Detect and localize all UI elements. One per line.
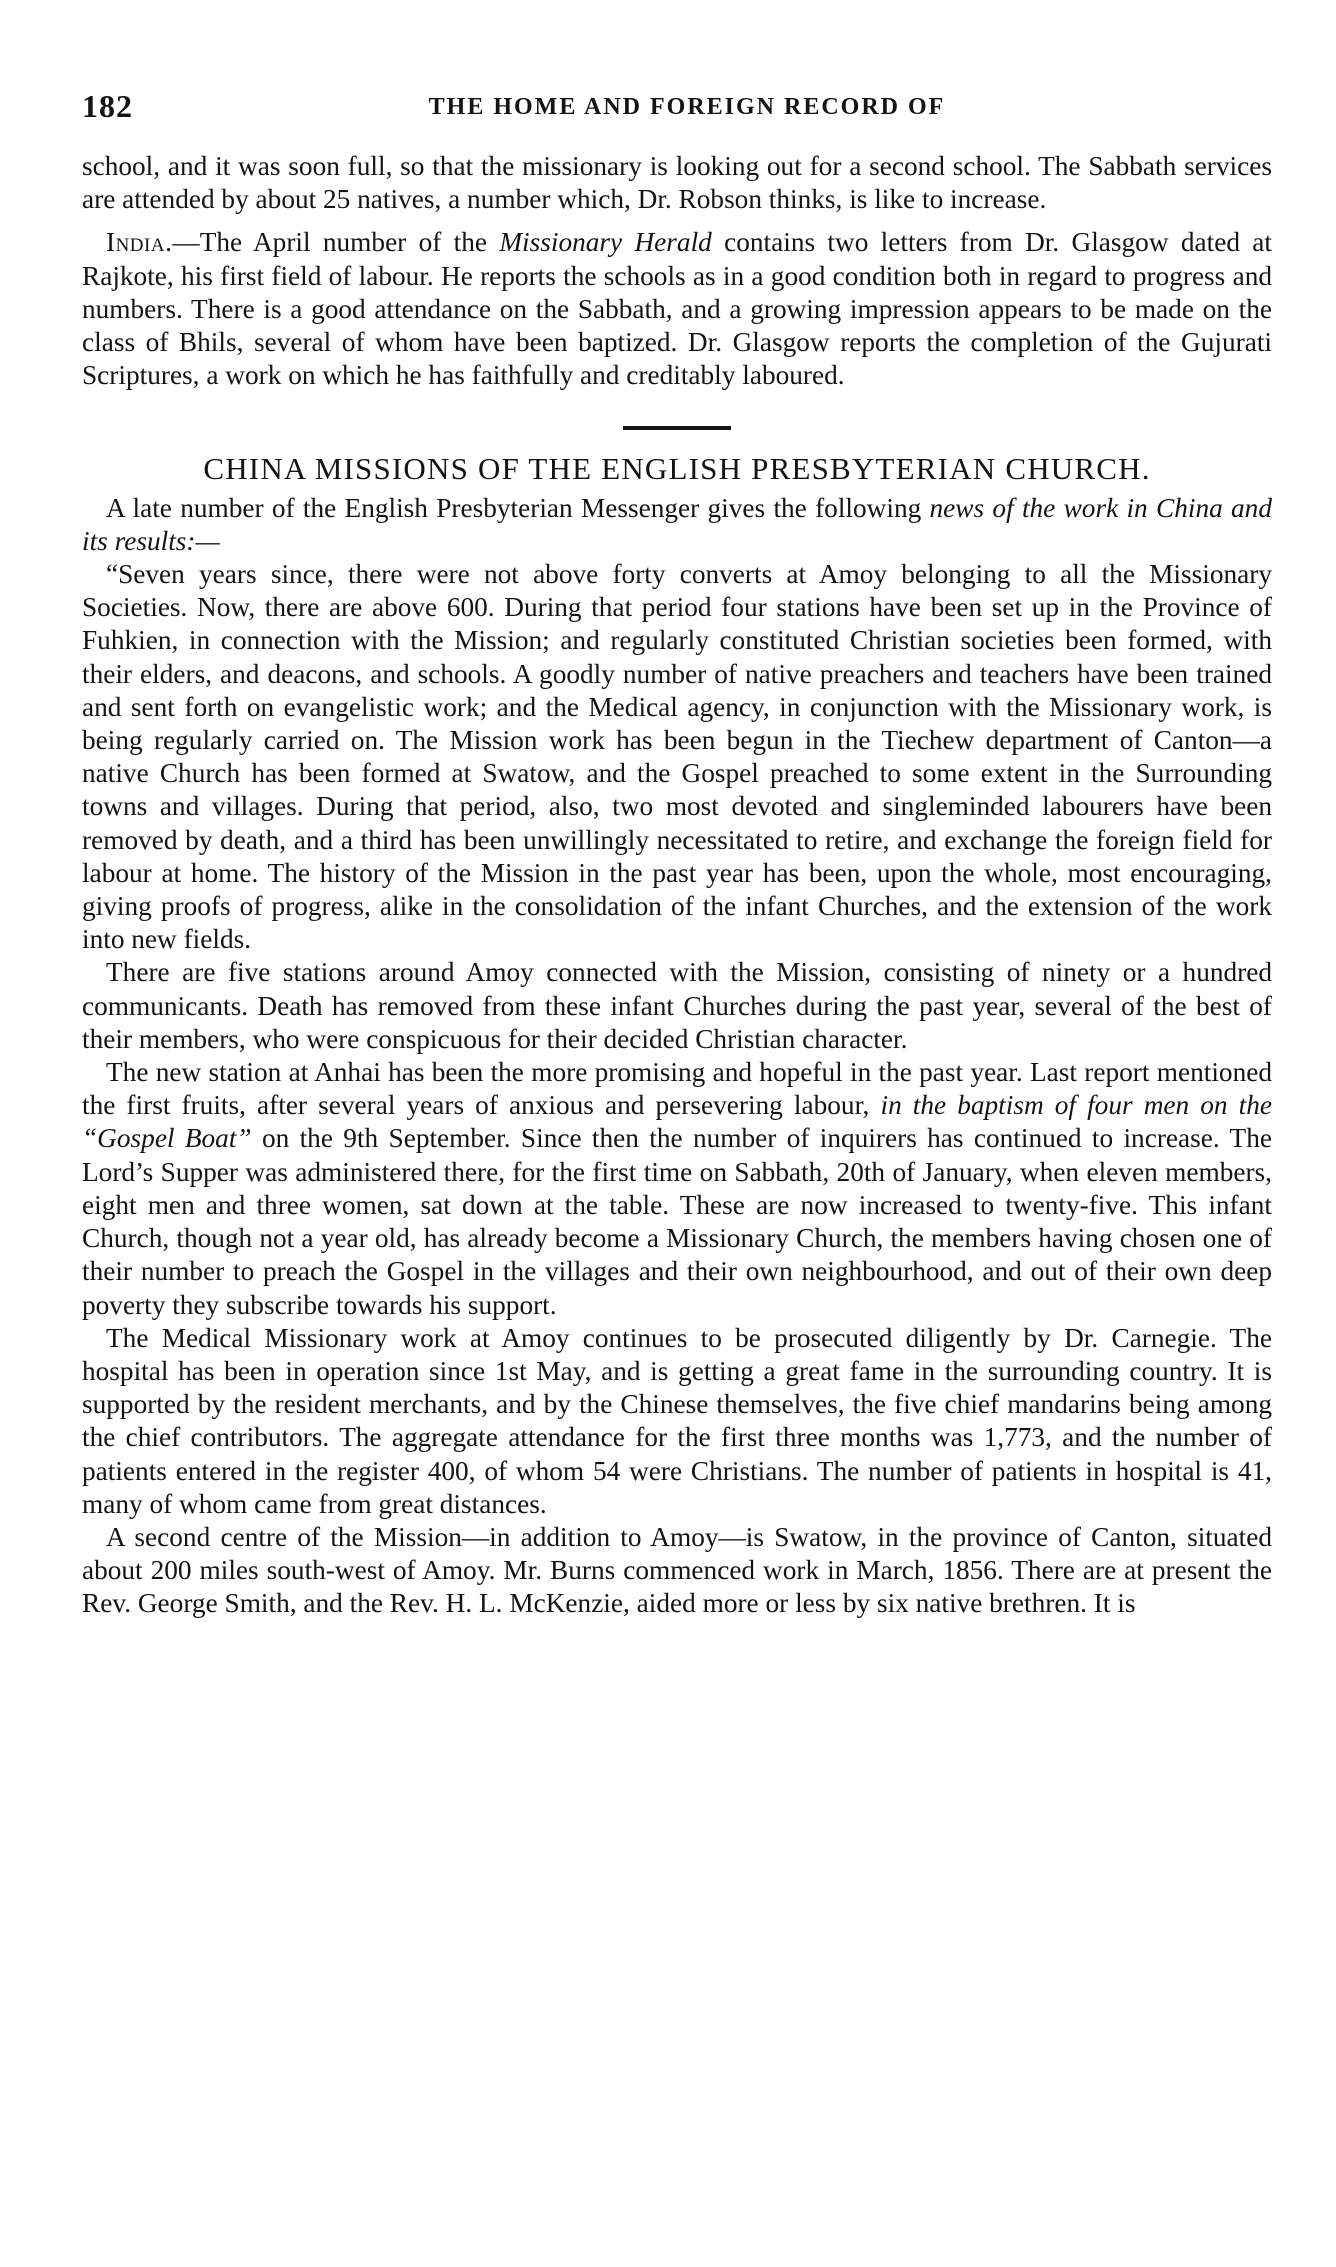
india-text-a: —The April number of the: [172, 227, 500, 258]
page-number: 182: [82, 88, 133, 124]
anhai-text-b: on the 9th September. Since then the number of inquirers has continued to increase. The Lord’s Supper was administered there, for the first time on Sabbath, 20th of January, when eleven members, eight men and three women, sat down at the table. These are now increased to twenty-five. This infant Church, though not a year old, has already become a Missionary Church, the members having chosen one of their number to preach the Gospel in the villages and their own neighbourhood, and out of their own deep poverty they subscribe towards his support.: [82, 1123, 1272, 1320]
article-body: [82, 150, 1272, 1621]
missionary-herald-title: Missionary Herald: [499, 227, 712, 258]
running-head: THE HOME AND FOREIGN RECORD OF: [428, 94, 946, 120]
paragraph-five-stations: There are five stations around Amoy connected with the Mission, consisting of ninety or a hundred communicants. Death has removed from these infant Churches during the past year, several of the best of their members, who were conspicuous for their decided Christian character.: [82, 957, 1272, 1054]
india-text-b: contains two letters from Dr. Glasgow dated at Rajkote, his first field of labour. He reports the schools as in a good condition both in regard to progress and numbers. There is a good attendance on the Sabbath, and a growing impression appears to be made on the class of Bhils, several of whom have been baptized. Dr. Glasgow reports the completion of the Gujurati Scriptures, a work on which he has faithfully and creditably laboured.: [82, 227, 1272, 391]
paragraph-school: school, and it was soon full, so that the missionary is looking out for a second school. The Sabbath services are attended by about 25 natives, a number which, Dr. Robson thinks, is like to increase.: [82, 151, 1272, 215]
paragraph-seven-years: “Seven years since, there were not above forty converts at Amoy belonging to all the Missionary Societies. Now, there are above 600. During that period four stations have been set up in the Province of Fuhkien, in connection with the Mission; and regularly constituted Christian societies been formed, with their elders, and deacons, and schools. A goodly number of native preachers and teachers have been trained and sent forth on evangelistic work; and the Medical agency, in conjunction with the Missionary work, is being regularly carried on. The Mission work has been begun in the Tiechew department of Canton—a native Church has been formed at Swatow, and the Gospel preached to some extent in the Surrounding towns and villages. During that period, also, two most devoted and singleminded labourers have been removed by death, and a third has been unwillingly necessitated to retire, and exchange the foreign field for labour at home. The history of the Mission in the past year has been, upon the whole, most encouraging, giving proofs of progress, alike in the consolidation of the infant Churches, and the extension of the work into new fields.: [82, 559, 1272, 955]
paragraph-anhai: [82, 1056, 1272, 1322]
intro-text-b: news of the work in China and its results:—: [82, 492, 1272, 556]
paragraph-intro: [82, 492, 1272, 558]
page-header: [82, 88, 1272, 132]
paragraph-india: [82, 226, 1272, 392]
paragraph-medical: The Medical Missionary work at Amoy continues to be prosecuted diligently by Dr. Carnegie. The hospital has been in operation since 1st May, and is getting a great fame in the surrounding country. It is supported by the resident merchants, and by the Chinese themselves, the five chief mandarins being among the chief contributors. The aggregate attendance for the first three months was 1,773, and the number of patients entered in the register 400, of whom 54 were Christians. The number of patients in hospital is 41, many of whom came from great distances.: [82, 1322, 1272, 1519]
section-title: CHINA MISSIONS OF THE ENGLISH PRESBYTERIAN CHURCH.: [203, 451, 1151, 487]
paragraph-swatow: A second centre of the Mission—in addition to Amoy—is Swatow, in the province of Canton, situated about 200 miles south-west of Amoy. Mr. Burns commenced work in March, 1856. There are at present the Rev. George Smith, and the Rev. H. L. McKenzie, aided more or less by six native brethren. It is: [82, 1521, 1272, 1619]
intro-text-a: A late number of the English Presbyterian Messenger gives the following: [106, 492, 930, 523]
anhai-italic: in the baptism of four men on the “Gospel Boat”: [82, 1090, 1272, 1154]
anhai-text-a: The new station at Anhai has been the more promising and hopeful in the past year. Last report mentioned the first fruits, after several years of anxious and persevering labour,: [82, 1057, 1272, 1121]
section-divider: [623, 426, 731, 430]
india-lead: India.: [106, 227, 173, 258]
